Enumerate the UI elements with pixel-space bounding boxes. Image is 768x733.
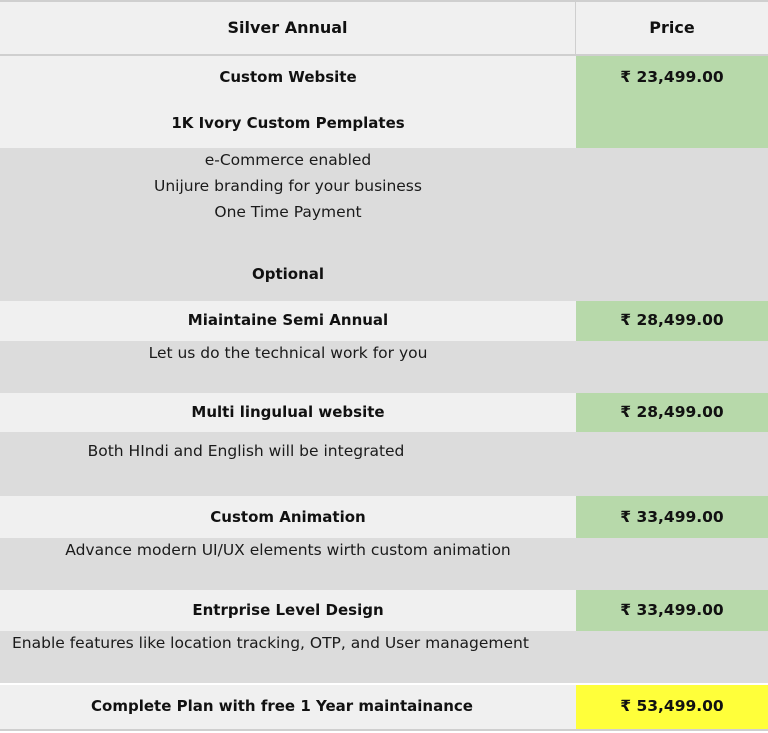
header-plan-name: Silver Annual bbox=[227, 18, 348, 37]
addon-title: Miaintaine Semi Annual bbox=[187, 311, 389, 329]
addon-description-row bbox=[0, 341, 768, 393]
addon-description-price-cell bbox=[576, 432, 768, 496]
addon-description: Enable features like location tracking, OTP, and User management bbox=[12, 634, 529, 652]
feature-item: e-Commerce enabled bbox=[204, 151, 372, 169]
base-features-row bbox=[0, 148, 768, 301]
addon-title-row bbox=[0, 393, 768, 432]
addon-description: Let us do the technical work for you bbox=[148, 344, 428, 362]
optional-label: Optional bbox=[251, 265, 325, 283]
addon-price-cell bbox=[576, 590, 768, 631]
base-plan-subtitle: 1K Ivory Custom Pemplates bbox=[171, 114, 405, 132]
addon-description-cell bbox=[0, 538, 576, 590]
addon-title-row bbox=[0, 590, 768, 631]
addon-description-price-cell bbox=[576, 538, 768, 590]
header-price-cell bbox=[576, 2, 768, 54]
addon-price: ₹ 28,499.00 bbox=[620, 403, 724, 421]
addon-title: Custom Animation bbox=[210, 508, 366, 526]
addon-title-cell bbox=[0, 301, 576, 341]
addon-description-cell bbox=[0, 631, 576, 683]
total-title-cell bbox=[0, 685, 576, 731]
base-plan-row bbox=[0, 56, 768, 148]
addon-title-cell bbox=[0, 393, 576, 432]
addon-title-cell bbox=[0, 496, 576, 538]
addon-title-row bbox=[0, 301, 768, 341]
base-features-price-cell bbox=[576, 148, 768, 301]
header-price-label: Price bbox=[649, 18, 695, 37]
addon-description-cell bbox=[0, 341, 576, 393]
addon-description-price-cell bbox=[576, 631, 768, 683]
addon-description: Advance modern UI/UX elements wirth custom animation bbox=[65, 541, 511, 559]
addon-title-cell bbox=[0, 590, 576, 631]
addon-description: Both HIndi and English will be integrated bbox=[87, 442, 405, 460]
addon-description-row bbox=[0, 432, 768, 496]
addon-description-row bbox=[0, 538, 768, 590]
base-plan-title: Custom Website bbox=[219, 68, 357, 86]
addon-price: ₹ 33,499.00 bbox=[620, 601, 724, 619]
header-plan-cell bbox=[0, 2, 576, 54]
table-header-row bbox=[0, 0, 768, 56]
addon-title: Multi lingulual website bbox=[191, 403, 385, 421]
total-row bbox=[0, 683, 768, 733]
addon-description-row bbox=[0, 631, 768, 683]
total-price: ₹ 53,499.00 bbox=[620, 697, 724, 715]
feature-item: One Time Payment bbox=[214, 203, 362, 221]
base-plan-price-cell bbox=[576, 56, 768, 148]
addon-title: Entrprise Level Design bbox=[192, 601, 384, 619]
base-plan-title-cell bbox=[0, 56, 576, 148]
total-price-cell bbox=[576, 685, 768, 731]
addon-price-cell bbox=[576, 496, 768, 538]
addon-price-cell bbox=[576, 393, 768, 432]
base-features-cell bbox=[0, 148, 576, 301]
addon-title-row bbox=[0, 496, 768, 538]
addon-price: ₹ 33,499.00 bbox=[620, 508, 724, 526]
addon-description-price-cell bbox=[576, 341, 768, 393]
addon-price-cell bbox=[576, 301, 768, 341]
addon-description-cell bbox=[0, 432, 576, 496]
total-title: Complete Plan with free 1 Year maintainance bbox=[91, 697, 473, 715]
feature-item: Unijure branding for your business bbox=[154, 177, 422, 195]
base-plan-price: ₹ 23,499.00 bbox=[620, 68, 724, 86]
addon-price: ₹ 28,499.00 bbox=[620, 311, 724, 329]
